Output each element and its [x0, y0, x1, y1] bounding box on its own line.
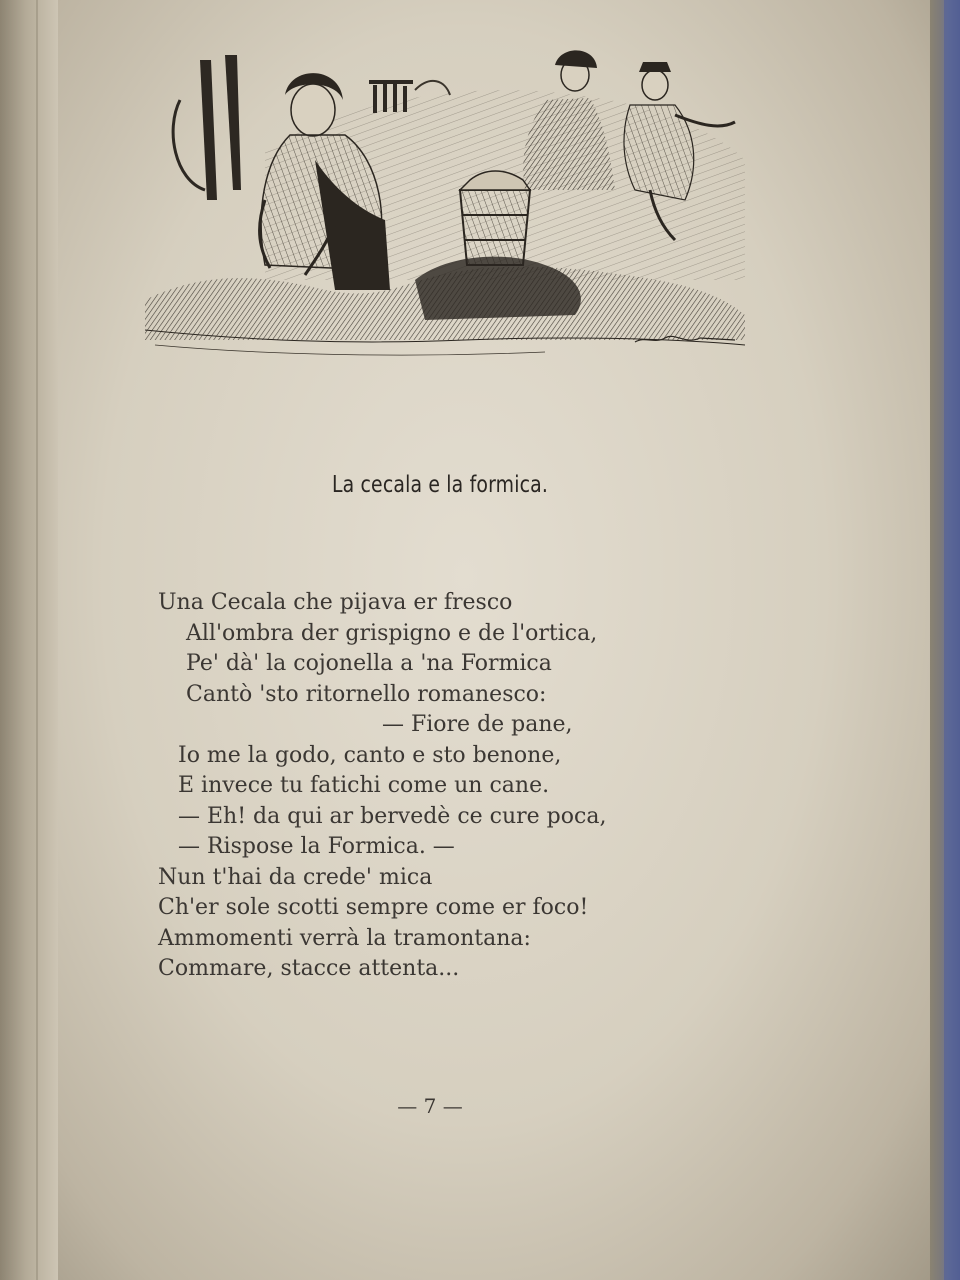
poem-line: — Fiore de pane,: [382, 712, 573, 737]
poem-line: Io me la godo, canto e sto benone,: [178, 742, 562, 768]
poem-line: — Rispose la Formica. —: [178, 834, 455, 859]
poem-line: Una Cecala che pijava er fresco: [158, 590, 513, 615]
washerwoman: [260, 73, 390, 290]
poem-line: Pe' dà' la cojonella a 'na Formica: [186, 651, 552, 676]
page-number: — 7 —: [397, 1094, 463, 1118]
poem-line: All'ombra der grispigno e de l'ortica,: [186, 620, 598, 646]
poem-title: La cecala e la formica.: [331, 472, 549, 498]
poem-line: — Eh! da qui ar bervedè ce cure poca,: [178, 803, 607, 829]
gutter-crease: [36, 0, 38, 1280]
page-gutter: [0, 0, 58, 1280]
poem-line: Cantò 'sto ritornello romanesco:: [186, 681, 547, 707]
poem-line: Ch'er sole scotti sempre come er foco!: [158, 895, 589, 920]
book-cover-edge: [944, 0, 960, 1280]
engraving-illustration: [145, 40, 755, 370]
poem-line: Ammomenti verrà la tramontana:: [158, 925, 531, 951]
poem-line: Commare, stacce attenta...: [158, 956, 460, 981]
wooden-bucket: [460, 171, 530, 265]
poem-body: [158, 588, 778, 985]
poem-line: Nun t'hai da crede' mica: [158, 864, 433, 890]
poem-line: E invece tu fatichi come un cane.: [178, 773, 550, 798]
